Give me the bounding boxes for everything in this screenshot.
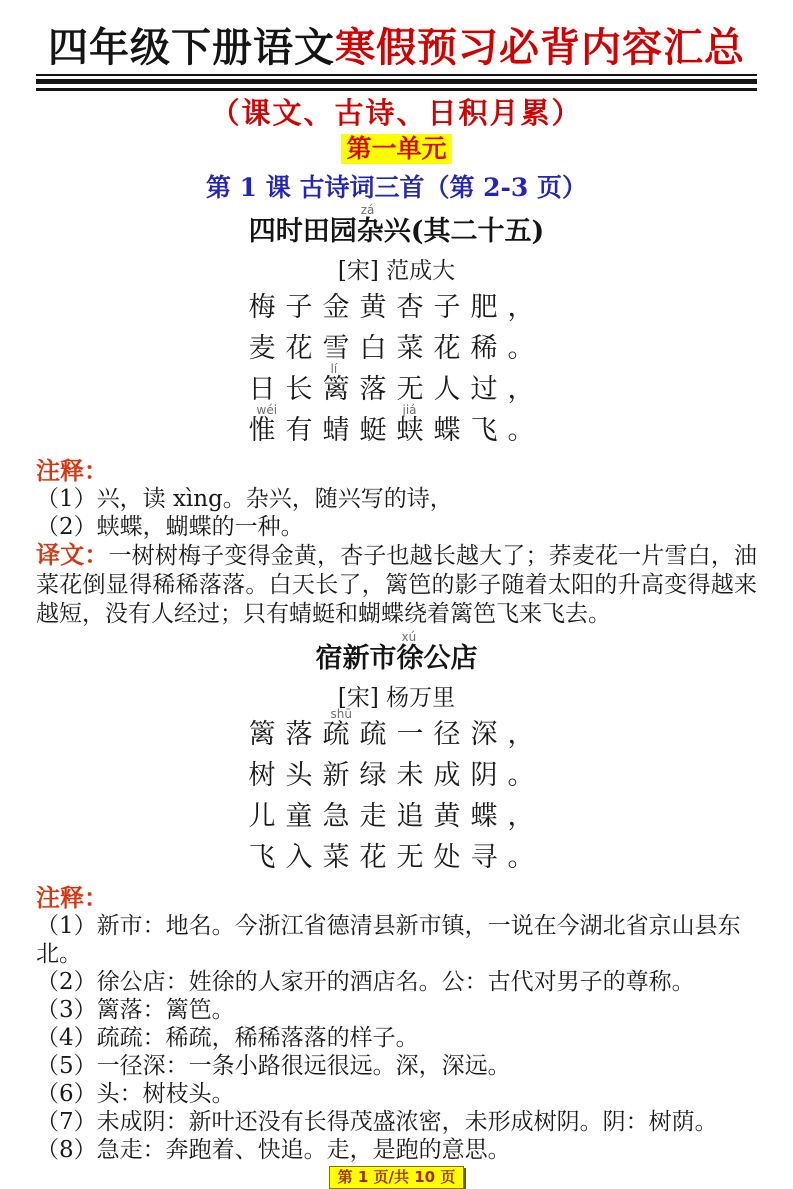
poem1-note-2: （2）蛱蝶，蝴蝶的一种。 (36, 513, 304, 540)
poem1-verse-row (36, 293, 757, 326)
poem1-notes-label: 注释： (36, 455, 108, 485)
poem2-verse-row (36, 761, 757, 794)
poem2-note-6: （6）头：树枝头。 (36, 1080, 235, 1107)
poem1-verse-3-pinyin: lí (330, 361, 338, 376)
poem2-title-text: 宿新市徐公店 (315, 642, 478, 674)
poem1-title-row (36, 202, 757, 251)
poem1-author: [宋] 范成大 (337, 257, 456, 284)
poem1-title-text: 四时田园杂兴(其二十五) (248, 215, 545, 247)
poem1-verse-row (36, 361, 757, 408)
poem1-section (36, 202, 757, 629)
poem1-translation-label: 译文： (36, 539, 109, 569)
poem2-verse-1-pinyin: shū (330, 706, 352, 721)
poem2-verse-row (36, 802, 757, 835)
page-title-black-part: 四年级下册语文 (48, 24, 335, 71)
lesson-heading: 第 1 课 古诗词三首（第 2-3 页） (205, 172, 588, 202)
poem1-verse-4-pinyin-1: wéi (256, 402, 278, 417)
poem2-verse-3: 儿童急走追黄蝶， (248, 800, 545, 832)
poem1-verse-row (36, 334, 757, 367)
poem1-translation-text: 一树树梅子变得金黄，杏子也越长越大了；荞麦花一片雪白，油菜花倒显得稀稀落落。白天长了，篱笆的影子随着太阳的升高变得越来越短，没有人经过；只有蜻蜓和蝴蝶绕着篱笆飞来飞去。 (36, 542, 757, 627)
poem1-verse-3-text: 日长篱落无人过， (248, 373, 545, 405)
poem2-author: [宋] 杨万里 (337, 684, 456, 711)
poem2-notes-block (36, 884, 757, 1164)
poem1-note-1: （1）兴，读 xìng。杂兴，随兴写的诗， (36, 485, 453, 512)
poem2-note-2: （2）徐公店：姓徐的人家开的酒店名。公：古代对男子的尊称。 (36, 968, 695, 995)
poem2-notes-label: 注释： (36, 882, 108, 912)
poem2-verse-1-text: 篱落疏疏一径深， (248, 718, 545, 750)
footer-row (36, 1166, 757, 1189)
poem2-note-4: （4）疏疏：稀疏，稀稀落落的样子。 (36, 1024, 419, 1051)
subtitle: （课文、古诗、日积月累） (210, 95, 583, 130)
unit-badge: 第一单元 (341, 134, 451, 164)
poem2-verse-row (36, 843, 757, 876)
poem1-verse-row (36, 402, 757, 449)
poem1-notes-block (36, 457, 757, 629)
poem1-verse-4 (248, 402, 545, 446)
poem2-note-8: （8）急走：奔跑着、快追。走，是跑的意思。 (36, 1136, 511, 1163)
poem2-verse-row (36, 706, 757, 753)
poem2-note-7: （7）未成阴：新叶还没有长得茂盛浓密，未形成树阴。阴：树荫。 (36, 1108, 718, 1135)
poem1-translation (36, 541, 757, 629)
poem2-note-1: （1）新市：地名。今浙江省德清县新市镇，一说在今湖北省京山县东北。 (36, 912, 741, 967)
poem1-title-pinyin: zá (360, 202, 375, 217)
poem1-verse-4-text: 惟有蜻蜓蛱蝶飞。 (248, 414, 545, 446)
poem1-verse-2: 麦花雪白菜花稀。 (248, 332, 545, 364)
poem1-title (248, 202, 545, 248)
poem1-verse-1: 梅子金黄杏子肥， (248, 291, 545, 323)
title-double-rule (36, 79, 757, 91)
poem2-section (36, 629, 757, 1164)
poem2-title-row (36, 629, 757, 678)
poem2-verse-4: 飞入菜花无处寻。 (248, 841, 545, 873)
poem2-verse-2: 树头新绿未成阴。 (248, 759, 545, 791)
poem2-note-3: （3）篱落：篱笆。 (36, 996, 235, 1023)
poem2-title-pinyin: xú (401, 629, 417, 644)
page-title (36, 26, 757, 76)
unit-badge-row (36, 134, 757, 167)
page-title-red-part: 寒假预习必背内容汇总 (335, 24, 745, 71)
poem2-verse-1 (248, 706, 545, 750)
poem1-verse-3 (248, 361, 545, 405)
poem2-title (315, 629, 478, 675)
page-number-badge: 第 1 页/共 10 页 (329, 1166, 465, 1189)
poem2-note-5: （5）一径深：一条小路很远很远。深，深远。 (36, 1052, 511, 1079)
poem1-verse-4-pinyin-2: jiá (402, 402, 417, 417)
